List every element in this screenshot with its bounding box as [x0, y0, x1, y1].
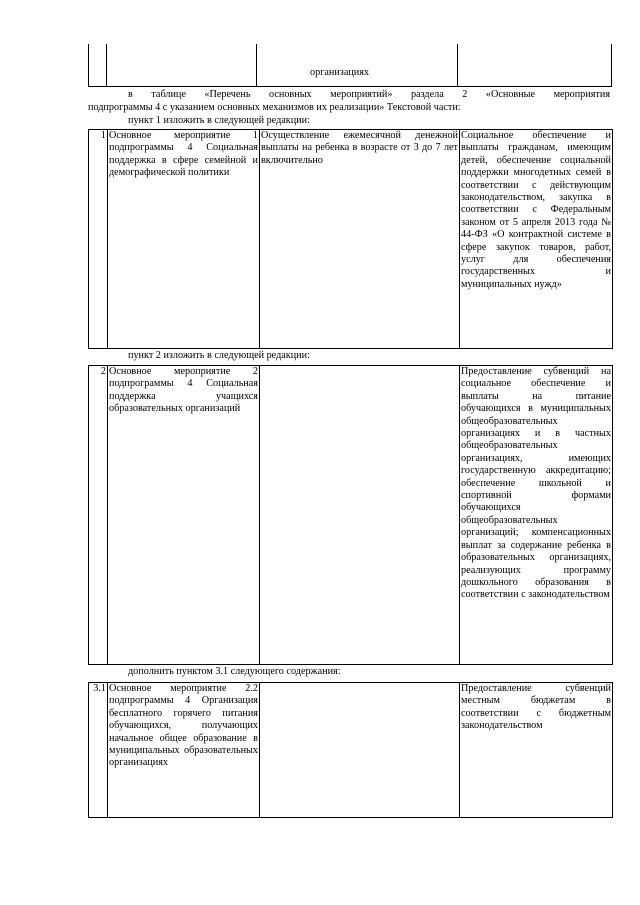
item-activity: [260, 683, 460, 818]
intro-paragraph: [88, 89, 610, 114]
item-name: Основное мероприятие 1 подпрограммы 4 Социальная поддержка в сфере семейной и демографической политики: [108, 130, 260, 349]
item-number: 1: [89, 130, 108, 349]
table-row: [89, 366, 613, 665]
intro-line-2: подпрограммы 4 с указанием основных механизмов их реализации» Текстовой части:: [88, 101, 461, 113]
fragment-cell-text: организациях: [310, 67, 370, 78]
table-row: [89, 130, 613, 349]
item-activity: Осуществление ежемесячной денежной выплаты на ребенка в возрасте от 3 до 7 лет включительно: [260, 130, 460, 349]
item-1-heading: пункт 1 изложить в следующей редакции:: [128, 115, 310, 126]
item-number: 2: [89, 366, 108, 665]
item-3-1-heading: дополнить пунктом 3.1 следующего содержания:: [128, 666, 341, 677]
intro-line-1: в таблице «Перечень основных мероприятий» раздела 2 «Основные мероприятия: [128, 89, 610, 100]
item-number: 3.1: [89, 683, 108, 818]
item-2-heading: пункт 2 изложить в следующей редакции:: [128, 350, 310, 361]
table-row: [89, 683, 613, 818]
item-activity: [260, 366, 460, 665]
item-mechanism: Социальное обеспечение и выплаты гражданам, имеющим детей, обеспечение социальной поддержки многодетных семей в соответствии с действующим законодательством, закупка в соответствии с Федеральным законом от 5 апреля 2013 года № 44-ФЗ «О контрактной системе в сфере закупок товаров, работ, услуг для обеспечения государственных и муниципальных нужд»: [460, 130, 613, 349]
table-fragment-top: [88, 44, 612, 87]
item-2-table: [88, 365, 613, 665]
item-name: Основное мероприятие 2 подпрограммы 4 Социальная поддержка учащихся образовательных организаций: [108, 366, 260, 665]
item-mechanism: Предоставление субвенций на социальное обеспечение и выплаты на питание обучающихся в муниципальных общеобразовательных организациях и в частных общеобразовательных организациях, имеющих государственную аккредитацию; обеспечение школьной и спортивной формами обучающихся общеобразовательных организаций; компенсационных выплат за содержание ребенка в образовательных организациях, реализующих программу дошкольного образования в соответствии с законодательством: [460, 366, 613, 665]
item-3-1-table: [88, 682, 613, 818]
item-1-table: [88, 129, 613, 349]
item-mechanism: Предоставление субвенций местным бюджетам в соответствии с бюджетным законодательством: [460, 683, 613, 818]
item-name: Основное мероприятие 2.2 подпрограммы 4 Организация бесплатного горячего питания обучающихся, получающих начальное общее образование в муниципальных образовательных организациях: [108, 683, 260, 818]
